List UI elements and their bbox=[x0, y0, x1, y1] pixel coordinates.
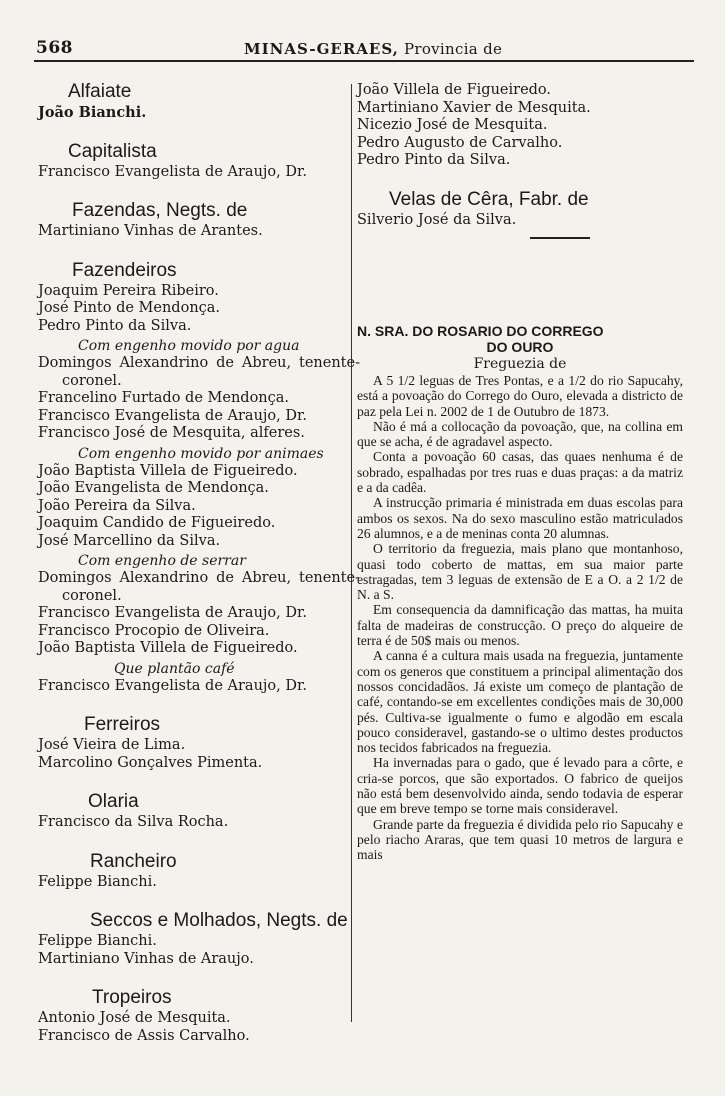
running-title-bold: MINAS-GERAES, bbox=[244, 40, 399, 58]
list-item: Martiniano Xavier de Mesquita. bbox=[357, 99, 591, 116]
list-item: José Vieira de Lima. bbox=[38, 737, 186, 753]
list-item: Felippe Bianchi. bbox=[38, 873, 157, 890]
list-item: Marcolino Gonçalves Pimenta. bbox=[38, 754, 263, 771]
section-heading-fazendeiros: Fazendeiros bbox=[72, 259, 177, 281]
list-item: Francisco Evangelista de Araujo, Dr. bbox=[38, 407, 307, 424]
locality-title-line1: N. SRA. DO ROSARIO DO CORREGO bbox=[357, 323, 604, 339]
section-heading-tropeiros: Tropeiros bbox=[92, 987, 172, 1008]
subheading-engenho-serrar: Com engenho de serrar bbox=[78, 553, 246, 569]
list-item: Nicezio José de Mesquita. bbox=[357, 117, 548, 133]
list-item: José Marcellino da Silva. bbox=[38, 532, 221, 549]
list-item: Joaquim Pereira Ribeiro. bbox=[38, 282, 219, 299]
list-item: Francisco Procopio de Oliveira. bbox=[38, 622, 270, 639]
header-rule bbox=[34, 60, 694, 62]
paragraph: Não é má a collocação da povoação, que, na collina em que se acha, é de agradavel aspecto. bbox=[357, 418, 683, 450]
section-heading-fazendas: Fazendas, Negts. de bbox=[72, 200, 248, 221]
list-item: Francisco Evangelista de Araujo, Dr. bbox=[38, 677, 307, 694]
paragraph: O territorio da freguezia, mais plano que montanhoso, quasi todo coberto de mattas, em sua maior parte estragadas, tem 3 leguas de extensão de E a O. a 2 1/2 de N. a S. bbox=[357, 541, 683, 603]
list-item: Francisco José de Mesquita, alferes. bbox=[38, 425, 305, 441]
paragraph: Em consequencia da damnificação das mattas, ha muita falta de madeiras de construcção. O preço do alqueire de terra é de 50$ mais ou menos. bbox=[357, 602, 683, 649]
list-item: João Baptista Villela de Figueiredo. bbox=[38, 462, 298, 479]
list-item: Joaquim Candido de Figueiredo. bbox=[38, 515, 276, 531]
section-heading-olaria: Olaria bbox=[88, 791, 139, 812]
list-item: Francelino Furtado de Mendonça. bbox=[38, 390, 290, 406]
paragraph: A canna é a cultura mais usada na freguezia, juntamente com os generos que constituem a principal alimentação dos nossos concidadãos. Já existe um começo de plantação de café, contando-se em excellentes condições mais de 30,000 pés. Cultiva-se igualmente o fumo e algodão em escala pouco consideravel, gastando-se o ultimo destes productos nos tecidos fabricados na freguezia. bbox=[357, 648, 683, 756]
running-title-rest: Provincia de bbox=[403, 40, 503, 58]
section-heading-ferreiros: Ferreiros bbox=[84, 714, 161, 735]
section-heading-capitalista: Capitalista bbox=[68, 140, 157, 162]
paragraph: A instrucção primaria é ministrada em duas escolas para ambos os sexos. Na do sexo masculino estão matriculados 26 alumnos, e a de meninas conta 20 alumnas. bbox=[357, 495, 683, 541]
section-heading-seccos-molhados: Seccos e Molhados, Negts. de bbox=[90, 910, 348, 931]
paragraph: Grande parte da freguezia é dividida pelo rio Sapucahy e pelo riacho Araras, que tem quasi 10 metros de largura e mais bbox=[357, 816, 683, 863]
running-title bbox=[244, 40, 502, 58]
list-item: João Evangelista de Mendonça. bbox=[38, 480, 269, 496]
subheading-plantao-cafe: Que plantão café bbox=[114, 660, 235, 677]
section-heading-alfaiate: Alfaiate bbox=[68, 81, 132, 102]
paragraph: Conta a povoação 60 casas, das quaes nenhuma é de sobrado, espalhadas por tres ruas e duas praças: a da matriz e a da cadêa. bbox=[357, 449, 683, 496]
section-rule bbox=[530, 237, 590, 239]
freguezia-label: Freguezia de bbox=[473, 356, 567, 372]
page-number: 568 bbox=[36, 38, 73, 58]
subheading-engenho-agua: Com engenho movido por agua bbox=[78, 338, 300, 354]
list-item: João Baptista Villela de Figueiredo. bbox=[38, 640, 298, 656]
paragraph: Ha invernadas para o gado, que é levado para a côrte, e cria-se porcos, que são exportados. O fabrico de queijos não está bem desenvolvido ainda, sendo todavia de esperar que em breve tempo se torne mais consideravel. bbox=[357, 755, 683, 817]
right-column bbox=[357, 82, 683, 863]
left-column bbox=[38, 80, 360, 1045]
list-item: Pedro Pinto da Silva. bbox=[357, 152, 511, 168]
list-item: Francisco da Silva Rocha. bbox=[38, 814, 229, 830]
list-item: Silverio José da Silva. bbox=[357, 211, 517, 228]
list-item: Domingos Alexandrino de Abreu, tenente-coronel. bbox=[38, 355, 360, 389]
list-item: Francisco Evangelista de Araujo, Dr. bbox=[38, 605, 307, 621]
list-item: Antonio José de Mesquita. bbox=[38, 1010, 231, 1026]
list-item: Felippe Bianchi. bbox=[38, 933, 157, 949]
list-item: João Pereira da Silva. bbox=[38, 497, 196, 514]
list-item: Martiniano Vinhas de Arantes. bbox=[38, 223, 263, 239]
locality-description bbox=[357, 373, 683, 863]
subheading-engenho-animaes: Com engenho movido por animaes bbox=[78, 445, 324, 462]
section-heading-rancheiro: Rancheiro bbox=[90, 850, 177, 872]
list-item: José Pinto de Mendonça. bbox=[38, 300, 221, 316]
section-heading-velas: Velas de Cêra, Fabr. de bbox=[389, 188, 589, 210]
list-item: Francisco de Assis Carvalho. bbox=[38, 1027, 250, 1044]
list-item: Martiniano Vinhas de Araujo. bbox=[38, 950, 254, 967]
list-item: João Bianchi. bbox=[38, 104, 147, 121]
list-item: Pedro Pinto da Silva. bbox=[38, 317, 192, 334]
list-item: Francisco Evangelista de Araujo, Dr. bbox=[38, 163, 307, 180]
list-item: João Villela de Figueiredo. bbox=[357, 82, 552, 98]
paragraph: A 5 1/2 leguas de Tres Pontas, e a 1/2 do rio Sapucahy, está a povoação do Corrego do Ouro, elevada a districto de paz pela Lei n. 2002 de 1 de Outubro de 1873. bbox=[357, 373, 683, 419]
list-item: Pedro Augusto de Carvalho. bbox=[357, 134, 563, 151]
list-item: Domingos Alexandrino de Abreu, tenente-coronel. bbox=[38, 570, 360, 604]
locality-title-line2: DO OURO bbox=[486, 339, 554, 355]
page-header bbox=[34, 38, 694, 60]
